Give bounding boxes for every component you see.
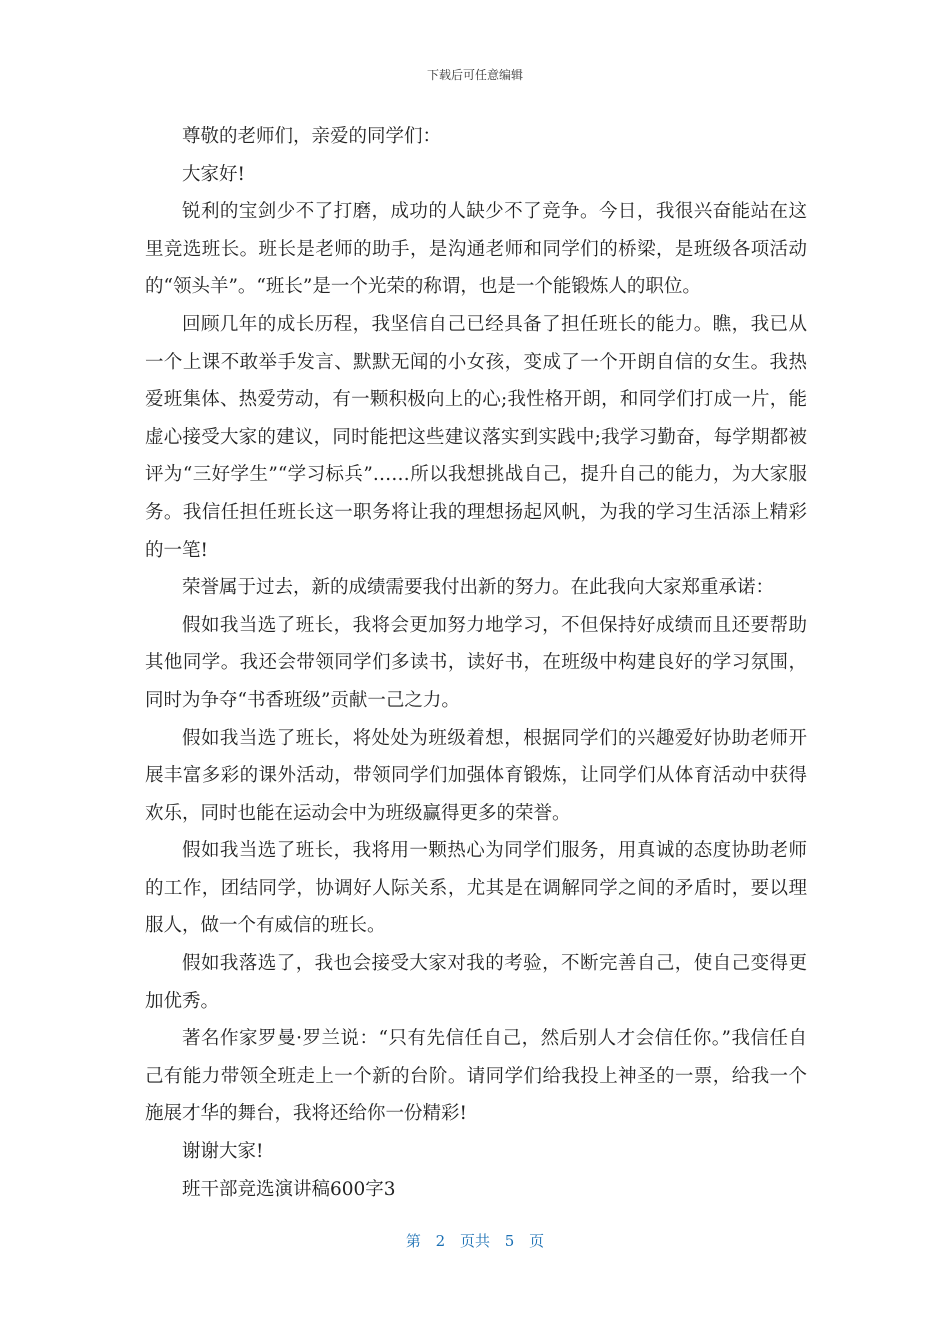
paragraph-intro: 锐利的宝剑少不了打磨，成功的人缺少不了竞争。今日，我很兴奋能站在这里竞选班长。班长是老师的助手，是沟通老师和同学们的桥梁，是班级各项活动的“领头羊”。“班长”是一个光荣的称谓，也是一个能锻炼人的职位。 [145, 201, 807, 298]
paragraph-next-title: 班干部竞选演讲稿600字3 [182, 1178, 396, 1200]
page-header: 下载后可任意编辑 [426, 68, 523, 82]
paragraph-greeting: 尊敬的老师们，亲爱的同学们： [182, 126, 442, 147]
paragraph-quote: 著名作家罗曼·罗兰说：“只有先信任自己，然后别人才会信任你。”我信任自己有能力带领全班走上一个新的台阶。请同学们给我投上神圣的一票，给我一个施展才华的舞台，我将还给你一份精彩! [145, 1028, 807, 1125]
paragraph-hello: 大家好! [182, 163, 245, 185]
paragraph-review: 回顾几年的成长历程，我坚信自己已经具备了担任班长的能力。瞧，我已从一个上课不敢举手发言、默默无闻的小女孩，变成了一个开朗自信的女生。我热爱班集体、热爱劳动，有一颗积极向上的心;我性格开朗，和同学们打成一片，能虚心接受大家的建议，同时能把这些建议落实到实践中;我学习勤奋，每学期都被评为“三好学生”“学习标兵”……所以我想挑战自己，提升自己的能力，为大家服务。我信任担任班长这一职务将让我的理想扬起风帆，为我的学习生活添上精彩的一笔! [145, 313, 807, 561]
paragraph-thanks: 谢谢大家! [182, 1141, 264, 1163]
paragraph-promise-study: 假如我当选了班长，我将会更加努力地学习，不但保持好成绩而且还要帮助其他同学。我还会带领同学们多读书，读好书，在班级中构建良好的学习氛围，同时为争夺“书香班级”贡献一己之力。 [145, 614, 807, 711]
paragraph-promise-intro: 荣誉属于过去，新的成绩需要我付出新的努力。在此我向大家郑重承诺： [182, 577, 775, 599]
paragraph-if-not-elected: 假如我落选了，我也会接受大家对我的考验，不断完善自己，使自己变得更加优秀。 [145, 953, 807, 1012]
paragraph-promise-service: 假如我当选了班长，我将用一颗热心为同学们服务，用真诚的态度协助老师的工作，团结同学，协调好人际关系，尤其是在调解同学之间的矛盾时，要以理服人，做一个有威信的班长。 [145, 840, 807, 937]
paragraph-promise-activities: 假如我当选了班长，将处处为班级着想，根据同学们的兴趣爱好协助老师开展丰富多彩的课外活动，带领同学们加强体育锻炼，让同学们从体育活动中获得欢乐，同时也能在运动会中为班级赢得更多的荣誉。 [145, 727, 807, 824]
document-body [145, 118, 807, 1208]
page-footer-page-number: 第 2 页共 5 页 [405, 1232, 545, 1250]
